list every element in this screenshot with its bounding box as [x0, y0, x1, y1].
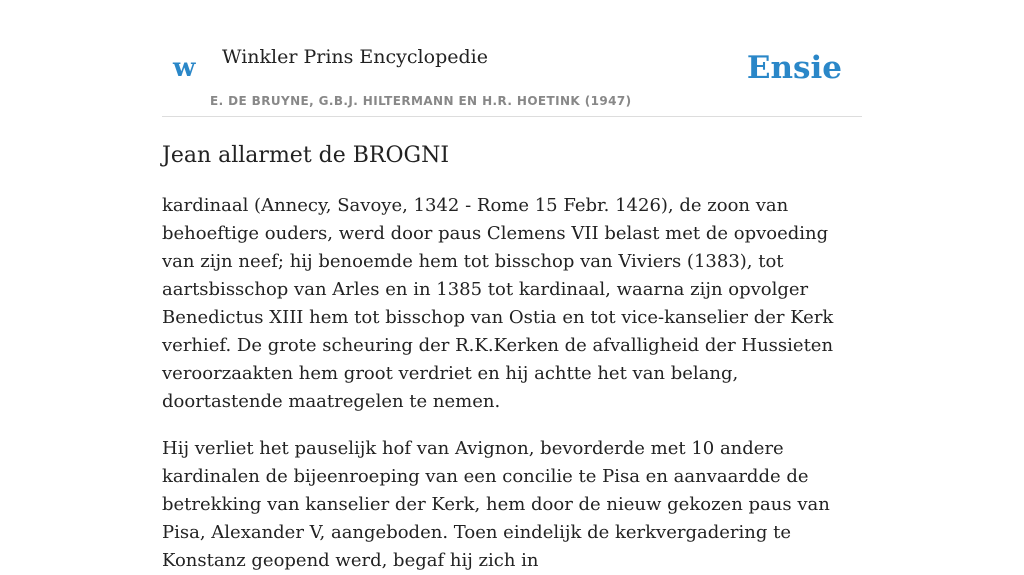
- article-title: Jean allarmet de BROGNI: [162, 143, 450, 168]
- brand-logo-link[interactable]: Ensie: [746, 50, 842, 86]
- article-body: [162, 192, 862, 575]
- site-header: [162, 0, 862, 117]
- page: [162, 0, 862, 575]
- article-paragraph: Hij verliet het pauselijk hof van Avignon, bevorderde met 10 andere kardinalen de bijeenroeping van een concilie te Pisa en aanvaardde de betrekking van kanselier der Kerk, hem door de nieuw gekozen paus van Pisa, Alexander V, aangeboden. Toen eindelijk de kerkvergadering te Konstanz geopend werd, begaf hij zich in: [162, 438, 830, 571]
- source-title: Winkler Prins Encyclopedie: [222, 46, 488, 68]
- article-paragraph: kardinaal (Annecy, Savoye, 1342 - Rome 15 Febr. 1426), de zoon van behoeftige ouders, werd door paus Clemens VII belast met de opvoeding van zijn neef; hij benoemde hem tot bisschop van Viviers (1383), tot aartsbisschop van Arles en in 1385 tot kardinaal, waarna zijn opvolger Benedictus XIII hem tot bisschop van Ostia en tot vice-kanselier der Kerk verhief. De grote scheuring der R.K.Kerken de afvalligheid der Hussieten veroorzaakten hem groot verdriet en hij achtte het van belang, doortastende maatregelen te nemen.: [162, 195, 834, 412]
- source-authors: E. DE BRUYNE, G.B.J. HILTERMANN EN H.R. HOETINK (1947): [210, 94, 632, 108]
- site-logo[interactable]: w: [173, 53, 196, 83]
